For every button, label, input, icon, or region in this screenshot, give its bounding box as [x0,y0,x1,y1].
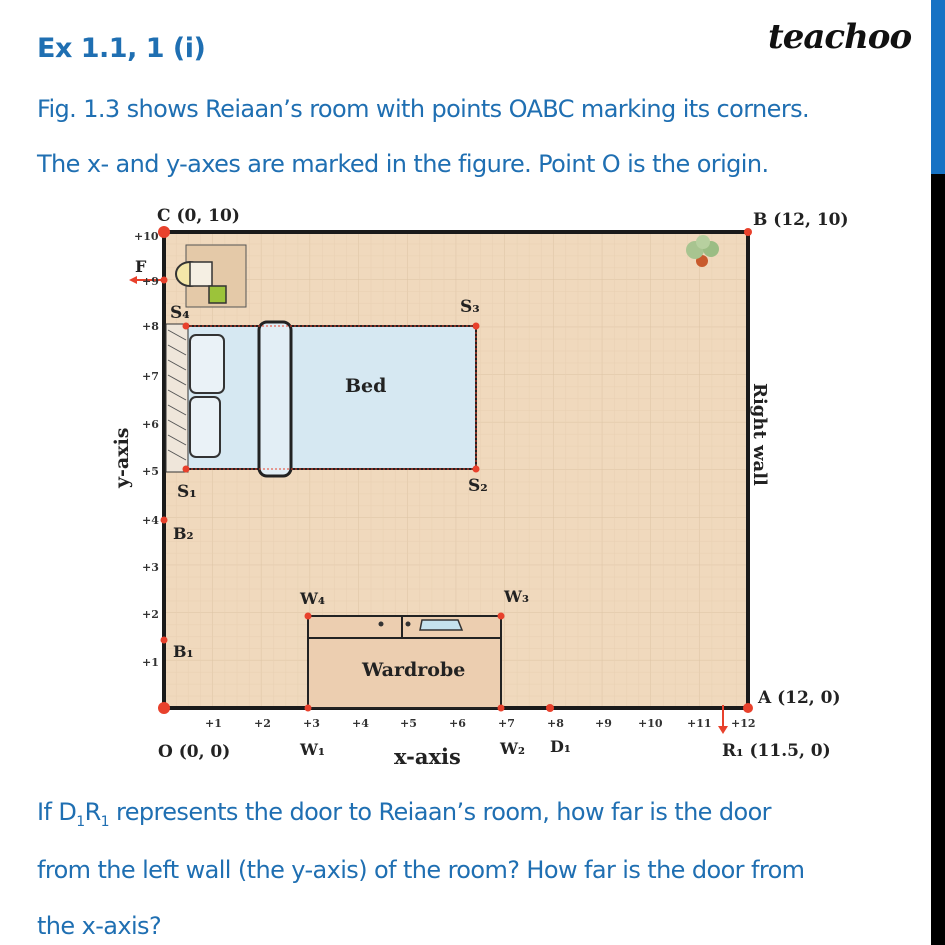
svg-text:S₄: S₄ [170,303,190,323]
svg-text:D₁: D₁ [550,737,571,756]
teachoo-logo: teachoo [768,17,912,57]
svg-text:W₂: W₂ [500,739,525,758]
svg-text:+7: +7 [142,370,159,383]
bed-label: Bed [345,375,387,397]
svg-text:+6: +6 [449,717,466,730]
corner-o-label: O (0, 0) [158,742,231,762]
svg-text:+5: +5 [400,717,417,730]
wardrobe-label: Wardrobe [362,659,466,681]
scrollbar-thumb[interactable] [931,0,945,174]
svg-text:B₂: B₂ [173,524,194,543]
svg-text:+6: +6 [142,418,159,431]
svg-text:+1: +1 [205,717,222,730]
x-axis-ticks [205,717,756,730]
exercise-title: Ex 1.1, 1 (i) [37,33,206,64]
side-table-icon [176,245,246,307]
svg-text:S₁: S₁ [177,482,197,502]
bed-icon [166,322,476,476]
svg-text:S₂: S₂ [468,476,488,496]
corner-a-label: A (12, 0) [758,688,841,708]
room-figure [100,200,860,780]
svg-text:B₁: B₁ [173,642,194,661]
svg-text:+2: +2 [254,717,271,730]
svg-text:+10: +10 [134,230,159,243]
svg-text:+8: +8 [142,320,159,333]
question-line-2: from the left wall (the y-axis) of the room? How far is the door from [37,856,805,884]
svg-text:F: F [135,257,147,276]
svg-text:+2: +2 [142,608,159,621]
svg-text:+9: +9 [142,275,159,288]
svg-text:+3: +3 [142,561,159,574]
svg-text:+7: +7 [498,717,515,730]
svg-text:S₃: S₃ [460,297,480,317]
intro-line-1: Fig. 1.3 shows Reiaan’s room with points OABC marking its corners. [37,95,810,123]
right-wall-label: Right wall [749,383,770,486]
x-axis-label: x-axis [394,744,461,769]
question-line-1: If $D_1R_1$ represents the door to Reiaan’s room, how far is the door [37,798,771,830]
scrollbar[interactable] [931,0,945,945]
point-r1-label: R₁ (11.5, 0) [722,741,831,761]
question-line-3: the x-axis? [37,912,162,940]
svg-text:+8: +8 [547,717,564,730]
svg-text:+12: +12 [731,717,756,730]
svg-text:+10: +10 [638,717,663,730]
svg-text:+1: +1 [142,656,159,669]
svg-text:W₄: W₄ [300,589,325,608]
y-axis-ticks [134,230,159,669]
svg-text:W₁: W₁ [300,740,325,759]
svg-text:+9: +9 [595,717,612,730]
svg-text:+4: +4 [352,717,369,730]
y-axis-label: y-axis [111,427,133,488]
svg-text:+5: +5 [142,465,159,478]
corner-c-label: C (0, 10) [157,206,240,226]
intro-line-2: The x- and y-axes are marked in the figure. Point O is the origin. [37,150,769,178]
svg-text:+3: +3 [303,717,320,730]
corner-b-label: B (12, 10) [753,210,849,230]
svg-text:+4: +4 [142,514,159,527]
svg-text:+11: +11 [687,717,712,730]
svg-text:W₃: W₃ [504,587,529,606]
